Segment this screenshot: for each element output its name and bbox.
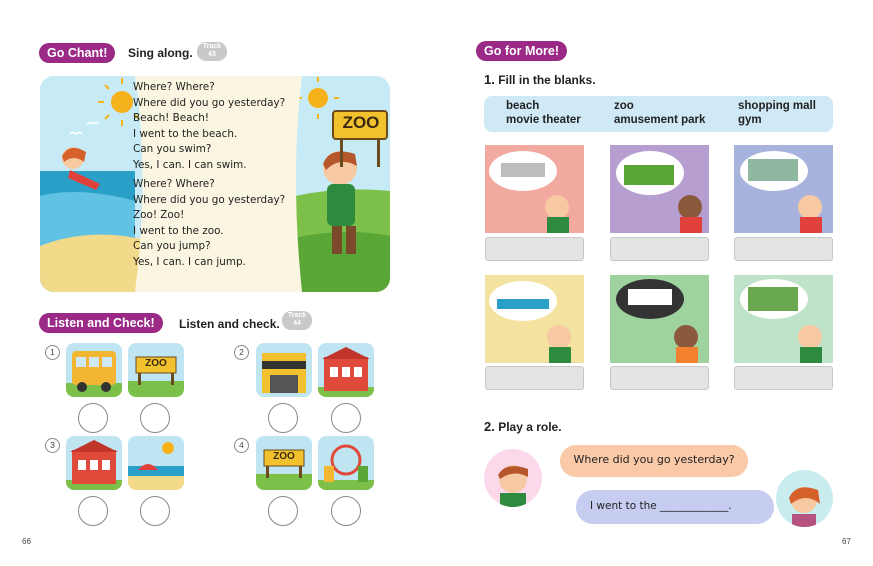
word-beach: beach	[506, 100, 540, 112]
scene-thought-zoo	[610, 145, 709, 233]
answer-blank[interactable]	[610, 366, 709, 390]
answer-text: I went to the _____________.	[590, 500, 732, 512]
lyric-line: Where? Where?	[133, 81, 215, 93]
scene-thought-shopping-mall	[734, 145, 833, 233]
check-circle[interactable]	[78, 403, 108, 433]
answer-blank[interactable]	[734, 366, 833, 390]
section1-number: 1.	[484, 72, 495, 87]
lyric-line: Yes, I can. I can jump.	[133, 255, 246, 268]
section2-heading	[484, 419, 562, 434]
answer-blank[interactable]	[485, 237, 584, 261]
answer-blank[interactable]	[734, 237, 833, 261]
check-circle[interactable]	[268, 496, 298, 526]
lyric-line: Where did you go yesterday?	[133, 193, 286, 206]
zoo-picture	[128, 343, 184, 397]
question-bubble	[560, 445, 748, 477]
page-number-right: 67	[842, 537, 851, 546]
item-number: 4	[234, 438, 249, 453]
word-zoo: zoo	[614, 100, 634, 112]
listen-and-check-badge: Listen and Check!	[39, 313, 163, 333]
answer-blank[interactable]	[485, 366, 584, 390]
beach-picture	[128, 436, 184, 490]
check-circle[interactable]	[140, 496, 170, 526]
movie-theater-picture	[256, 343, 312, 397]
word-gym: gym	[738, 114, 762, 126]
chant-lyrics	[133, 80, 295, 270]
listen-instruction: Listen and check.	[179, 317, 280, 331]
go-for-more-badge: Go for More!	[476, 41, 567, 61]
lyric-line: Zoo! Zoo!	[133, 209, 185, 221]
lyric-line: Yes, I can. I can swim.	[133, 158, 247, 171]
page-number-left: 66	[22, 537, 31, 546]
go-chant-badge: Go Chant!	[39, 43, 115, 63]
word-amusement-park: amusement park	[614, 114, 706, 126]
zoo-sign-text: ZOO	[145, 358, 167, 369]
lyric-line: I went to the beach.	[133, 127, 238, 140]
zoo-sign-text: ZOO	[273, 451, 295, 462]
track-label: Track	[287, 312, 307, 319]
answer-bubble	[576, 490, 774, 524]
shopping-mall-picture	[318, 343, 374, 397]
word-movie-theater: movie theater	[506, 114, 581, 126]
question-text: Where did you go yesterday?	[573, 453, 735, 466]
section1-title: Fill in the blanks.	[498, 73, 596, 87]
scene-thought-amusement-park	[734, 275, 833, 363]
lyric-line: Can you jump?	[133, 240, 211, 252]
lyric-line: Can you swim?	[133, 143, 212, 155]
lyric-line: Beach! Beach!	[133, 112, 210, 124]
section1-heading	[484, 72, 596, 87]
track-number: 44	[293, 320, 301, 327]
girl-avatar	[776, 470, 833, 527]
boy-avatar	[484, 449, 542, 507]
lyric-line: Where? Where?	[133, 178, 215, 190]
lyric-line: Where did you go yesterday?	[133, 96, 286, 109]
check-circle[interactable]	[331, 496, 361, 526]
item-number: 2	[234, 345, 249, 360]
check-circle[interactable]	[331, 403, 361, 433]
chant-instruction: Sing along.	[128, 46, 193, 60]
scene-thought-beach	[485, 275, 584, 363]
word-shopping-mall: shopping mall	[738, 100, 816, 112]
section2-number: 2.	[484, 419, 495, 434]
scene-thought-movie-theater	[610, 275, 709, 363]
amusement-park-picture	[318, 436, 374, 490]
check-circle[interactable]	[268, 403, 298, 433]
check-circle[interactable]	[140, 403, 170, 433]
item-number: 1	[45, 345, 60, 360]
shopping-mall-picture	[66, 436, 122, 490]
zoo-picture	[256, 436, 312, 490]
section2-title: Play a role.	[498, 420, 562, 434]
lyric-line: I went to the zoo.	[133, 224, 224, 237]
answer-blank[interactable]	[610, 237, 709, 261]
item-number: 3	[45, 438, 60, 453]
scene-thought-gym	[485, 145, 584, 233]
train-station-picture	[66, 343, 122, 397]
track-label: Track	[202, 43, 222, 50]
track-43-icon[interactable]	[197, 42, 227, 61]
check-circle[interactable]	[78, 496, 108, 526]
zoo-sign-text: ZOO	[342, 113, 380, 132]
track-number: 43	[208, 51, 216, 58]
track-44-icon[interactable]	[282, 311, 312, 330]
